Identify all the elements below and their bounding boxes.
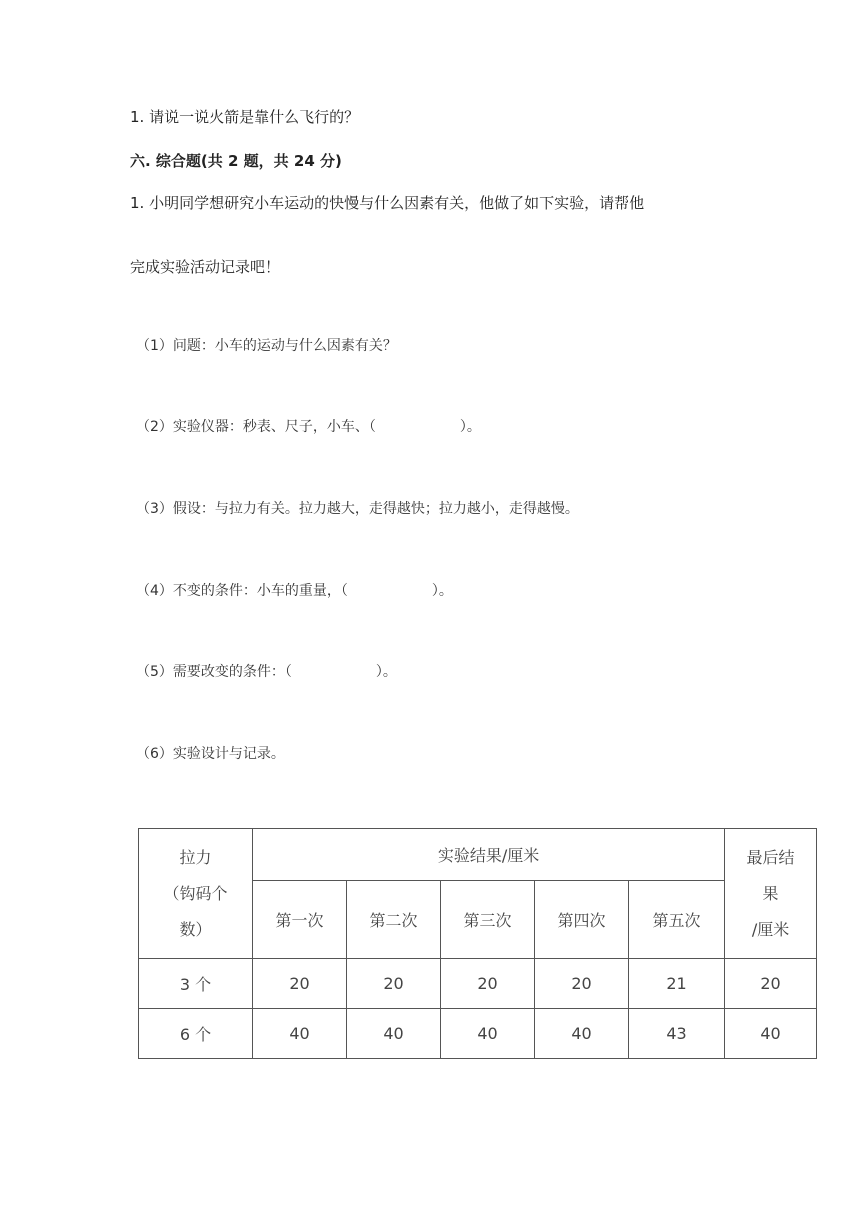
row-final: 20 xyxy=(725,959,817,1009)
header-trial-2: 第二次 xyxy=(347,881,441,959)
table-cell: 20 xyxy=(441,959,535,1009)
table-cell: 40 xyxy=(441,1009,535,1059)
table-cell: 21 xyxy=(629,959,725,1009)
step-1: （1）问题：小车的运动与什么因素有关？ xyxy=(136,338,397,354)
header-final-line3: /厘米 xyxy=(751,919,790,939)
header-trial-1: 第一次 xyxy=(253,881,347,959)
header-force-line2: （钩码个 xyxy=(163,883,228,903)
step-2-close: ）。 xyxy=(459,419,481,435)
row-final: 40 xyxy=(725,1009,817,1059)
step-5-close: ）。 xyxy=(375,664,397,680)
header-final-line1: 最后结 xyxy=(746,847,795,867)
table-row xyxy=(139,1009,817,1059)
step-2-text: （2）实验仪器：秒表、尺子，小车、（ xyxy=(136,419,376,435)
row-force: 3 个 xyxy=(139,959,253,1009)
step-4-text: （4）不变的条件：小车的重量，（ xyxy=(136,583,348,599)
header-results: 实验结果/厘米 xyxy=(253,829,725,881)
step-5-text: （5）需要改变的条件：（ xyxy=(136,664,292,680)
header-force-line1: 拉力 xyxy=(179,847,212,867)
header-final-line2: 果 xyxy=(762,883,779,903)
table-cell: 20 xyxy=(535,959,629,1009)
table-cell: 40 xyxy=(347,1009,441,1059)
row-force: 6 个 xyxy=(139,1009,253,1059)
question-rocket: 1. 请说一说火箭是靠什么飞行的？ xyxy=(130,108,360,126)
table-cell: 20 xyxy=(347,959,441,1009)
header-final xyxy=(725,829,817,959)
header-trial-5: 第五次 xyxy=(629,881,725,959)
step-4-close: ）。 xyxy=(431,583,453,599)
step-2 xyxy=(136,416,481,436)
header-force-line3: 数） xyxy=(179,919,212,939)
table-cell: 20 xyxy=(253,959,347,1009)
step-3: （3）假设：与拉力有关。拉力越大，走得越快；拉力越小，走得越慢。 xyxy=(136,501,579,517)
step-6: （6）实验设计与记录。 xyxy=(136,746,285,762)
section-heading: 六. 综合题(共 2 题，共 24 分) xyxy=(130,152,342,170)
question-text-line2: 完成实验活动记录吧！ xyxy=(130,258,281,276)
step-5 xyxy=(136,661,397,681)
table-row xyxy=(139,959,817,1009)
header-trial-3: 第三次 xyxy=(441,881,535,959)
step-4 xyxy=(136,580,453,600)
table-cell: 40 xyxy=(535,1009,629,1059)
table-cell: 40 xyxy=(253,1009,347,1059)
header-force xyxy=(139,829,253,959)
experiment-record-table xyxy=(138,828,817,1059)
table-cell: 43 xyxy=(629,1009,725,1059)
header-trial-4: 第四次 xyxy=(535,881,629,959)
question-text-line1: 1. 小明同学想研究小车运动的快慢与什么因素有关，他做了如下实验，请帮他 xyxy=(130,194,645,212)
